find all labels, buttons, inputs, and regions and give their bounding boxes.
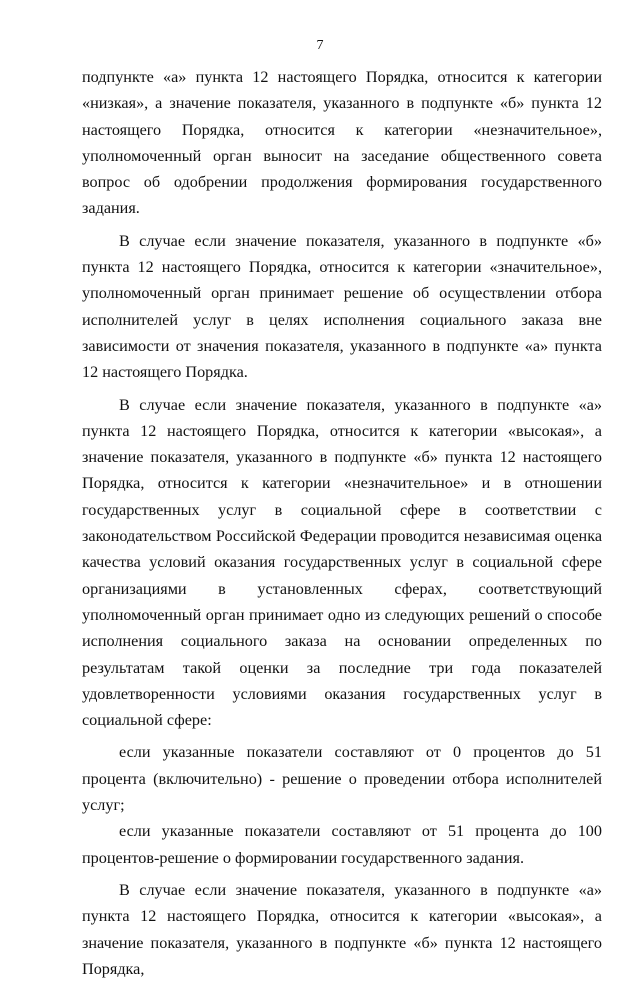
document-body <box>82 64 602 982</box>
paragraph-option-state-task: если указанные показатели составляют от 51 процента до 100 процентов-решение о формировании государственного задания. <box>82 822 602 867</box>
page-number: 7 <box>316 38 324 53</box>
paragraph-continuation: подпункте «а» пункта 12 настоящего Порядка, относится к категории «низкая», а значение показателя, указанного в подпункте «б» пункта 12 настоящего Порядка, относится к категории «незначительное», уполномоченный орган выносит на заседание общественного совета вопрос об одобрении продолжения формирования государственного задания. <box>82 68 602 218</box>
paragraph-significant-deviation: В случае если значение показателя, указанного в подпункте «б» пункта 12 настоящего Порядка, относится к категории «значительное», уполномоченный орган принимает решение об осуществлении отбора исполнителей услуг в целях исполнения социального заказа вне зависимости от значения показателя, указанного в подпункте «а» пункта 12 настоящего Порядка. <box>82 231 602 382</box>
paragraph-high-quality: В случае если значение показателя, указанного в подпункте «а» пункта 12 настоящего Порядка, относится к категории «высокая», а значение показателя, указанного в подпункте «б» пункта 12 настоящего Порядка, относится к категории «незначительное» и в отношении государственных услуг в социальной сфере в соответствии с законодательством Российской Федерации проводится независимая оценка качества условий оказания государственных услуг в социальной сфере организациями в установленных сферах, соответствующий уполномоченный орган принимает одно из следующих решений о способе исполнения социального заказа на основании определенных по результатам такой оценки за последние три года показателей удовлетворенности условиями оказания государственных услуг в социальной сфере: <box>82 395 602 730</box>
paragraph-option-selection: если указанные показатели составляют от 0 процентов до 51 процента (включительно) - решение о проведении отбора исполнителей услуг; <box>82 743 602 815</box>
paragraph-high-quality-second: В случае если значение показателя, указанного в подпункте «а» пункта 12 настоящего Порядка, относится к категории «высокая», а значение показателя, указанного в подпункте «б» пункта 12 настоящего Порядка, <box>82 880 602 978</box>
